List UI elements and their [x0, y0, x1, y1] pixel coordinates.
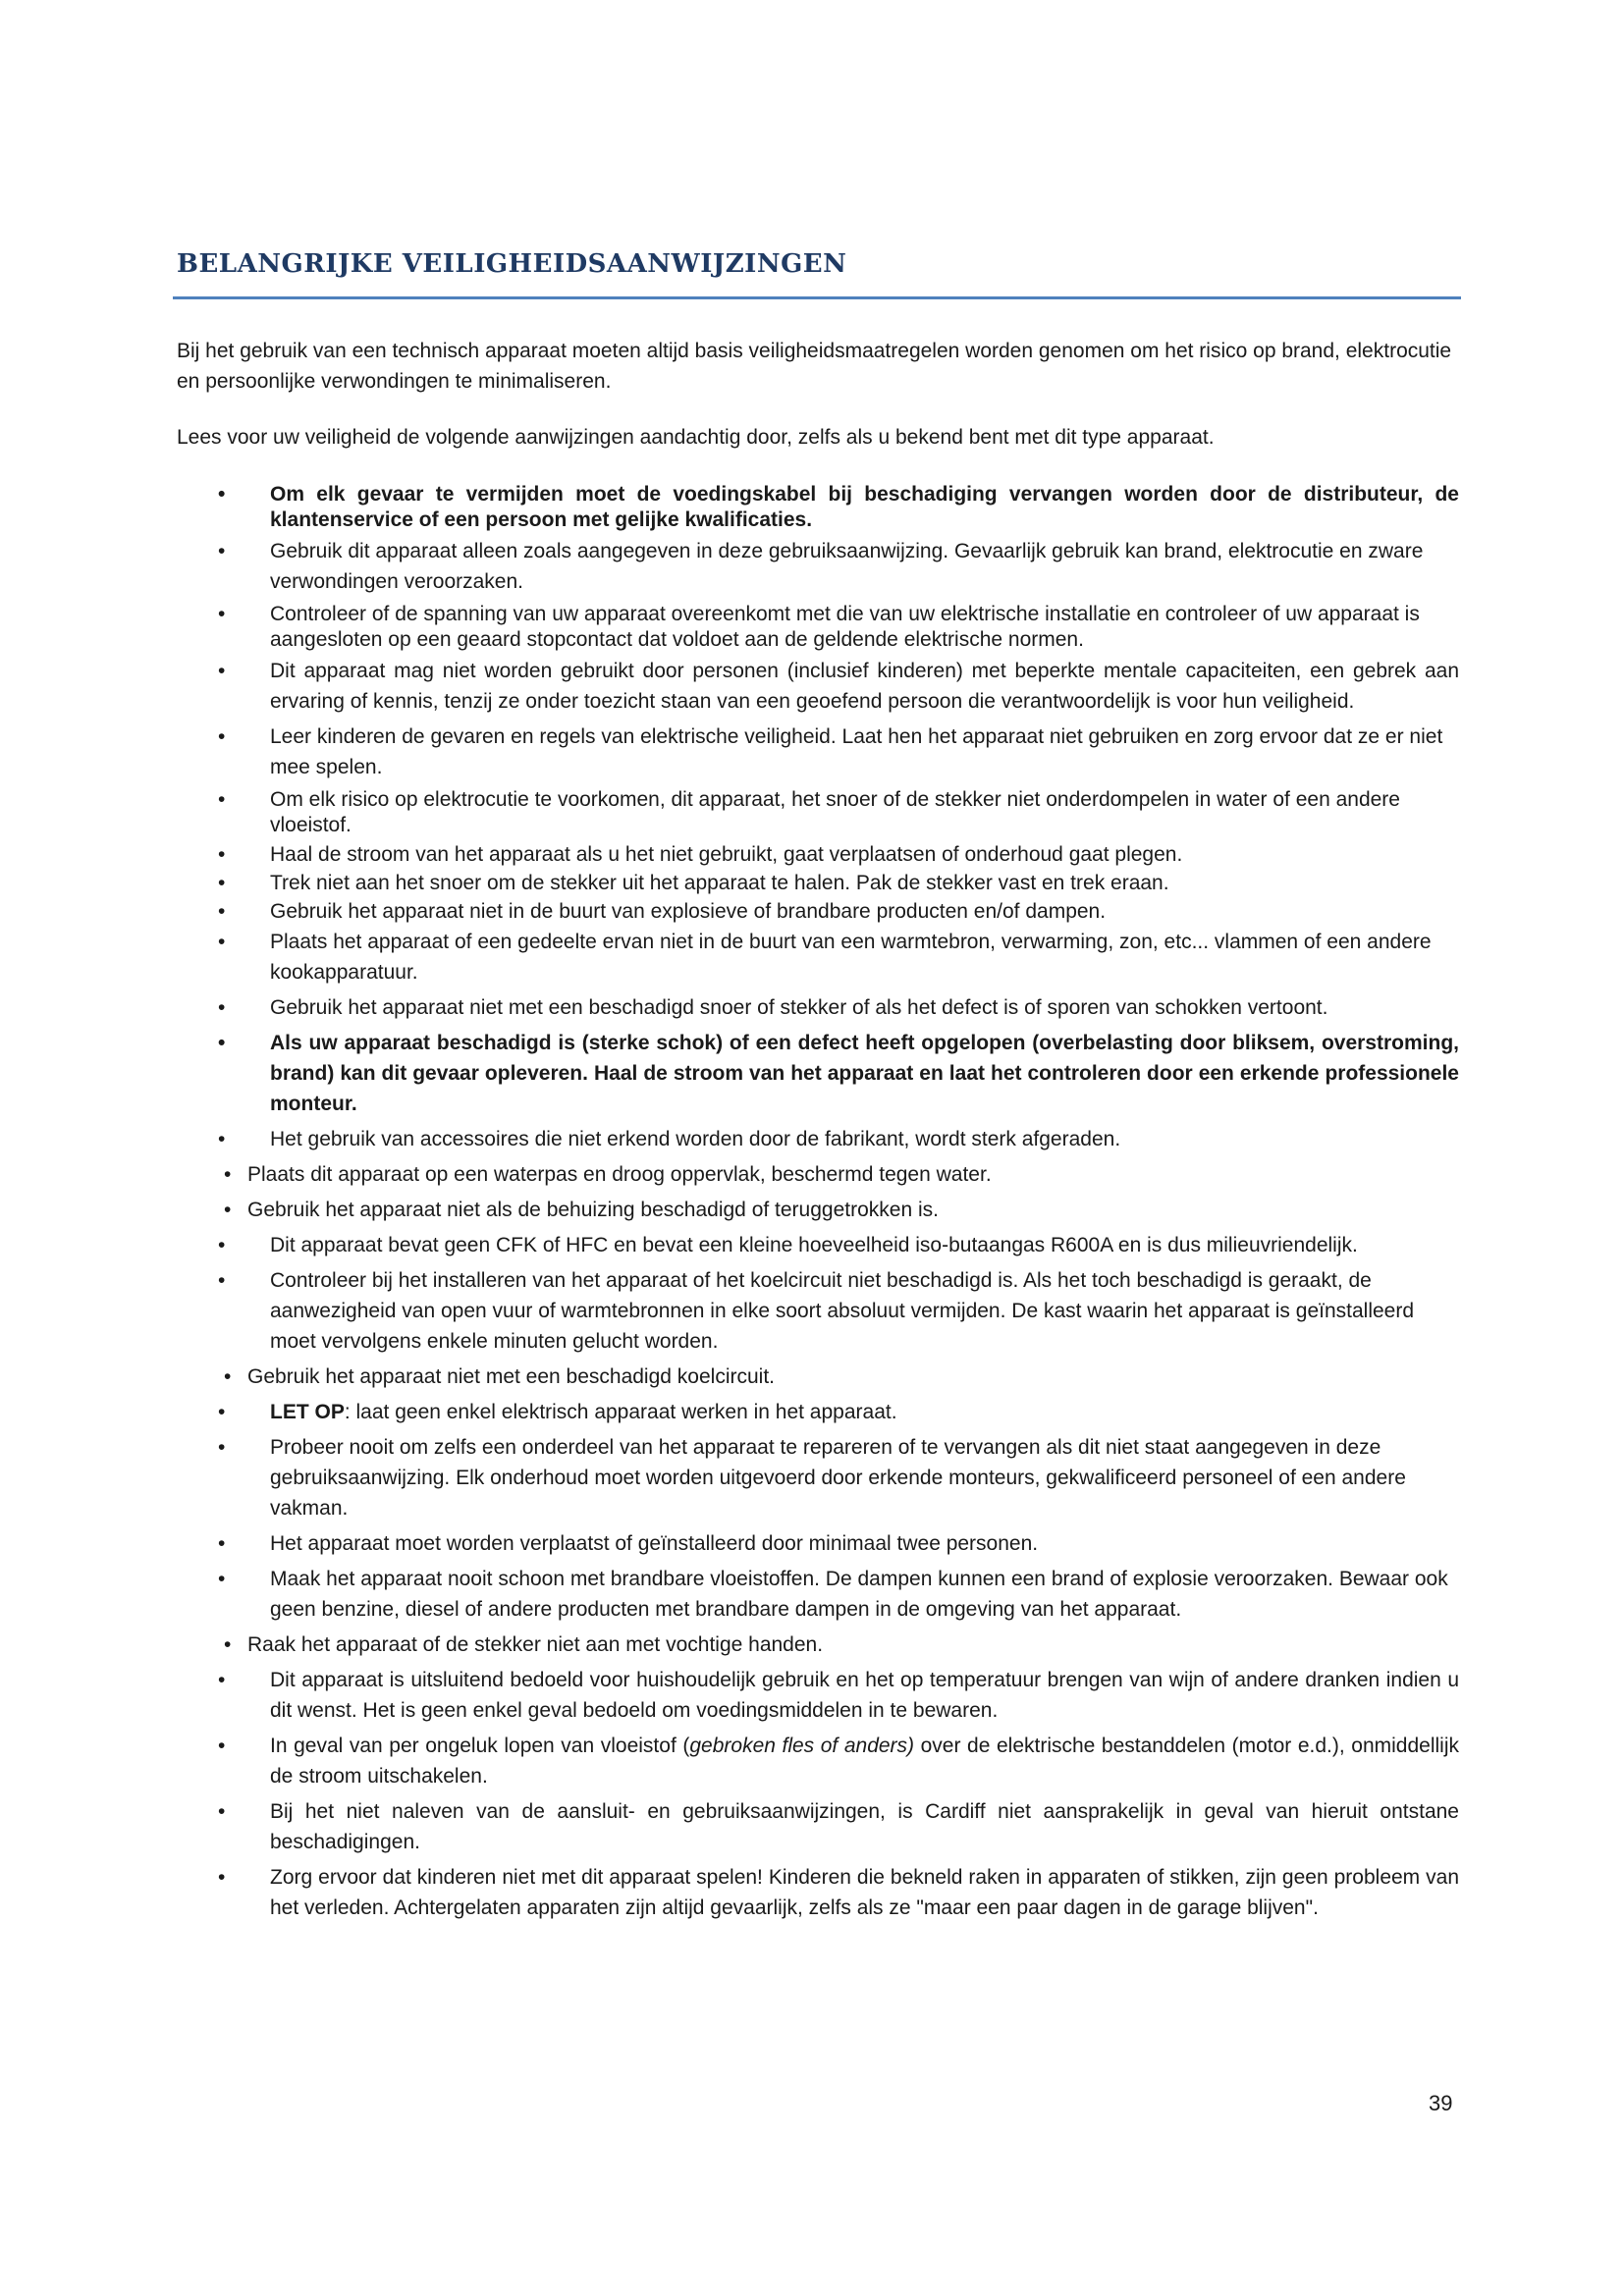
bullet-icon: • — [224, 1633, 232, 1656]
list-item-text: Bij het niet naleven van de aansluit- en gebruiksaanwijzingen, is Cardiff niet aansprakelijk in geval van hieruit ontstane beschadigingen. — [270, 1800, 1459, 1853]
list-item-text: Controleer bij het installeren van het apparaat of het koelcircuit niet beschadigd is. Als het toch beschadigd is geraakt, de aanwezigheid van open vuur of warmtebronnen in elke soort absoluut vermijden. De kast waarin het apparaat is geïnstalleerd moet vervolgens enkele minuten gelucht worden. — [270, 1269, 1415, 1353]
bullet-icon: • — [218, 900, 226, 923]
list-item — [177, 1432, 1459, 1523]
list-item — [177, 1230, 1459, 1260]
list-item-text: Dit apparaat is uitsluitend bedoeld voor huishoudelijk gebruik en het op temperatuur brengen van wijn of andere dranken indien u dit wenst. Het is geen enkel geval bedoeld om voedingsmiddelen in te bewaren. — [270, 1669, 1459, 1722]
list-item — [177, 927, 1459, 988]
list-item — [177, 1862, 1459, 1923]
list-item — [177, 1397, 1459, 1427]
bullet-icon: • — [218, 1735, 226, 1757]
bullet-icon: • — [218, 843, 226, 866]
bullet-icon: • — [218, 1032, 226, 1054]
list-item-text: Gebruik het apparaat niet in de buurt van explosieve of brandbare producten en/of dampen. — [270, 900, 1107, 923]
list-item-text: Raak het apparaat of de stekker niet aan met vochtige handen. — [247, 1633, 824, 1656]
list-item — [177, 1796, 1459, 1857]
bullet-icon: • — [218, 540, 226, 562]
list-item-text: Om elk gevaar te vermijden moet de voedingskabel bij beschadiging vervangen worden door de distributeur, de klantenservice of een persoon met gelijke kwalificaties. — [270, 483, 1459, 531]
list-item-text: Trek niet aan het snoer om de stekker uit het apparaat te halen. Pak de stekker vast en trek eraan. — [270, 872, 1169, 894]
list-item-text: Gebruik het apparaat niet met een beschadigd koelcircuit. — [247, 1365, 775, 1388]
list-item — [177, 1731, 1459, 1791]
intro-paragraph: Bij het gebruik van een technisch apparaat moeten altijd basis veiligheidsmaatregelen worden genomen om het risico op brand, elektrocutie en persoonlijke verwondingen te minimaliseren. — [177, 340, 1452, 393]
title-underline — [173, 296, 1461, 299]
list-item — [177, 898, 1459, 925]
list-item — [177, 656, 1459, 717]
list-item-text: Zorg ervoor dat kinderen niet met dit apparaat spelen! Kinderen die bekneld raken in apparaten of stikken, zijn geen probleem van het verleden. Achtergelaten apparaten zijn altijd gevaarlijk, zelfs als ze "maar een paar dagen in de garage blijven". — [270, 1866, 1459, 1919]
bullet-icon: • — [218, 725, 226, 748]
list-item — [177, 1564, 1459, 1625]
bullet-icon: • — [224, 1365, 232, 1388]
bullet-icon: • — [218, 1532, 226, 1555]
list-item-text: Als uw apparaat beschadigd is (sterke schok) of een defect heeft opgelopen (overbelasting door bliksem, overstroming, brand) kan dit gevaar opleveren. Haal de stroom van het apparaat en laat het controleren door een erkende professionele monteur. — [270, 1032, 1459, 1115]
emphasis-text: gebroken fles of anders) — [689, 1735, 915, 1757]
read-note-paragraph: Lees voor uw veiligheid de volgende aanwijzingen aandachtig door, zelfs als u bekend bent met dit type apparaat. — [177, 426, 1215, 449]
list-item-text: In geval van per ongeluk lopen van vloeistof ( — [270, 1735, 690, 1757]
bullet-icon: • — [218, 1401, 226, 1423]
list-item — [177, 1028, 1459, 1119]
bullet-icon: • — [218, 483, 226, 506]
list-item-text: Gebruik het apparaat niet als de behuizing beschadigd of teruggetrokken is. — [247, 1199, 939, 1221]
list-item — [177, 721, 1459, 782]
list-item-text: Dit apparaat bevat geen CFK of HFC en bevat een kleine hoeveelheid iso-butaangas R600A en is dus milieuvriendelijk. — [270, 1234, 1358, 1256]
list-item — [177, 1665, 1459, 1726]
list-item-text: : laat geen enkel elektrisch apparaat werken in het apparaat. — [344, 1401, 897, 1423]
bullet-icon: • — [218, 1568, 226, 1590]
bullet-icon: • — [218, 788, 226, 811]
bullet-icon: • — [218, 603, 226, 625]
list-item-text: Dit apparaat mag niet worden gebruikt door personen (inclusief kinderen) met beperkte mentale capaciteiten, een gebrek aan ervaring of kennis, tenzij ze onder toezicht staan van een geoefend persoon die verantwoordelijk is voor hun veiligheid. — [270, 660, 1459, 713]
bullet-icon: • — [218, 931, 226, 953]
safety-list — [177, 482, 1459, 1923]
list-item — [177, 1265, 1459, 1357]
list-item — [177, 1195, 1459, 1225]
bullet-icon: • — [218, 1128, 226, 1150]
list-item-text: Plaats het apparaat of een gedeelte ervan niet in de buurt van een warmtebron, verwarming, zon, etc... vlammen of een andere kookapparatuur. — [270, 931, 1432, 984]
list-item — [177, 1629, 1459, 1660]
bullet-icon: • — [224, 1199, 232, 1221]
list-item-text: Maak het apparaat nooit schoon met brandbare vloeistoffen. De dampen kunnen een brand of explosie veroorzaken. Bewaar ook geen benzine, diesel of andere producten met brandbare dampen in de omgeving van het apparaat. — [270, 1568, 1448, 1621]
list-item-text: over de elektrische bestanddelen (motor e.d.), onmiddellijk de stroom uitschakelen. — [270, 1735, 1460, 1788]
bullet-icon: • — [218, 1436, 226, 1459]
list-item — [177, 1124, 1459, 1154]
list-item — [177, 787, 1459, 838]
list-item — [177, 1362, 1459, 1392]
body-text — [177, 336, 1459, 1928]
list-item — [177, 992, 1459, 1023]
list-item — [177, 482, 1459, 533]
bullet-icon: • — [218, 996, 226, 1019]
bullet-icon: • — [218, 660, 226, 682]
list-item-text: Gebruik dit apparaat alleen zoals aangegeven in deze gebruiksaanwijzing. Gevaarlijk gebruik kan brand, elektrocutie en zware verwondingen veroorzaken. — [270, 540, 1424, 593]
list-item-text: Plaats dit apparaat op een waterpas en droog oppervlak, beschermd tegen water. — [247, 1163, 992, 1186]
page-number: 39 — [1429, 2091, 1453, 2115]
bullet-icon: • — [218, 1800, 226, 1823]
list-item-text: Het apparaat moet worden verplaatst of geïnstalleerd door minimaal twee personen. — [270, 1532, 1039, 1555]
bullet-icon: • — [218, 1269, 226, 1292]
list-item — [177, 602, 1459, 653]
list-item-text: Om elk risico op elektrocutie te voorkomen, dit apparaat, het snoer of de stekker niet onderdompelen in water of een andere vloeistof. — [270, 788, 1400, 836]
list-item-text: Controleer of de spanning van uw apparaat overeenkomt met die van uw elektrische installatie en controleer of uw apparaat is aangesloten op een geaard stopcontact dat voldoet aan de geldende elektrische normen. — [270, 603, 1420, 651]
list-item-text: Het gebruik van accessoires die niet erkend worden door de fabrikant, wordt sterk afgeraden. — [270, 1128, 1121, 1150]
bullet-icon: • — [224, 1163, 232, 1186]
page-title: BELANGRIJKE VEILIGHEIDSAANWIJZINGEN — [177, 249, 847, 279]
list-item-text: Leer kinderen de gevaren en regels van elektrische veiligheid. Laat hen het apparaat niet gebruiken en zorg ervoor dat ze er niet mee spelen. — [270, 725, 1443, 778]
list-item-text: Haal de stroom van het apparaat als u het niet gebruikt, gaat verplaatsen of onderhoud gaat plegen. — [270, 843, 1183, 866]
warning-label: LET OP — [270, 1401, 345, 1423]
bullet-icon: • — [218, 1669, 226, 1691]
list-item-text: Probeer nooit om zelfs een onderdeel van het apparaat te repareren of te vervangen als dit niet staat aangegeven in deze gebruiksaanwijzing. Elk onderhoud moet worden uitgevoerd door erkende monteurs, gekwalificeerd personeel of een andere vakman. — [270, 1436, 1406, 1520]
bullet-icon: • — [218, 1234, 226, 1256]
bullet-icon: • — [218, 872, 226, 894]
list-item-text: Gebruik het apparaat niet met een beschadigd snoer of stekker of als het defect is of sporen van schokken vertoont. — [270, 996, 1328, 1019]
list-item — [177, 1528, 1459, 1559]
list-item — [177, 1159, 1459, 1190]
list-item — [177, 536, 1459, 597]
bullet-icon: • — [218, 1866, 226, 1889]
list-item — [177, 841, 1459, 868]
list-item — [177, 870, 1459, 896]
